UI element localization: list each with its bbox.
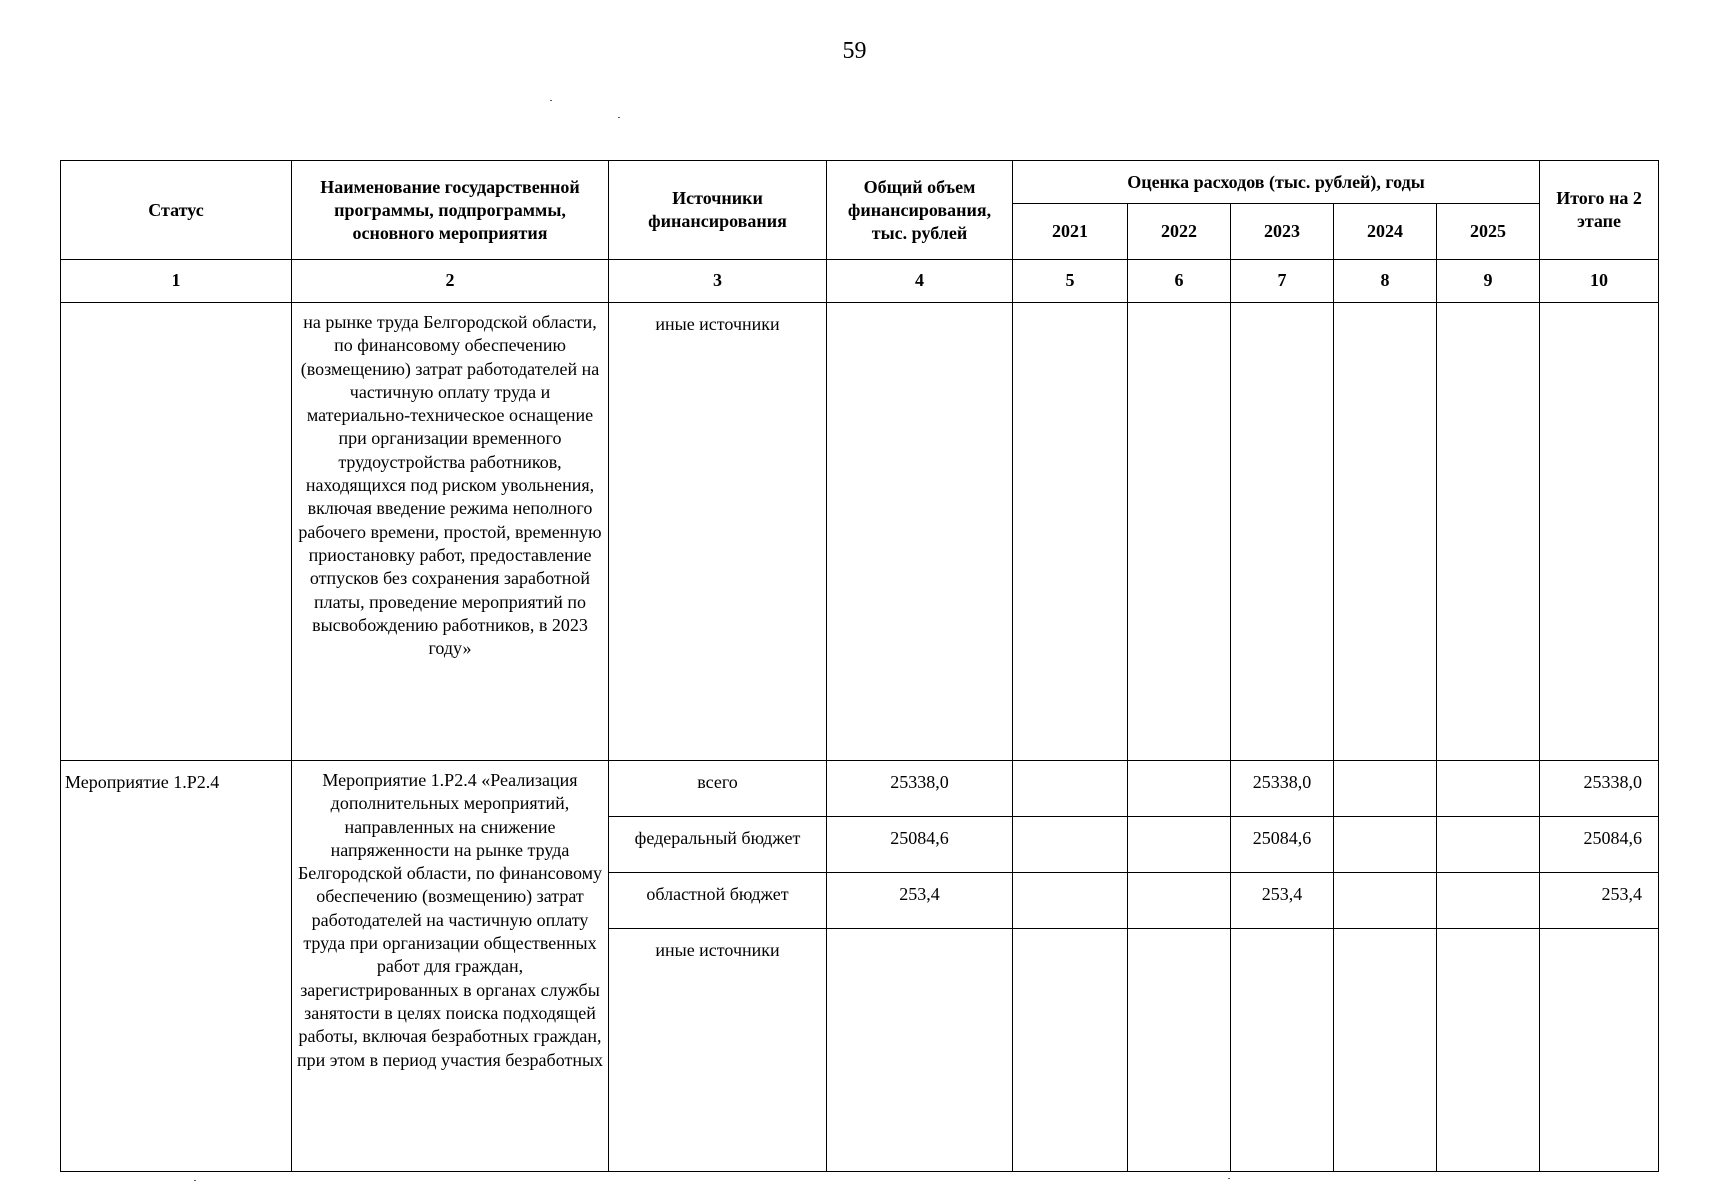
header-stage-total: Итого на 2 этапе bbox=[1540, 161, 1659, 260]
column-number: 1 bbox=[61, 260, 292, 303]
total-cell: 25338,0 bbox=[827, 761, 1013, 817]
header-sources: Источники финансирования bbox=[609, 161, 827, 260]
header-year: 2023 bbox=[1231, 204, 1334, 260]
value-cell: 25084,6 bbox=[1231, 817, 1334, 873]
total-cell: 25084,6 bbox=[827, 817, 1013, 873]
value-cell bbox=[1013, 761, 1128, 817]
value-cell bbox=[1128, 873, 1231, 929]
value-cell bbox=[1128, 817, 1231, 873]
value-cell: 25338,0 bbox=[1231, 761, 1334, 817]
scan-speck bbox=[194, 1180, 196, 1181]
column-number: 3 bbox=[609, 260, 827, 303]
source-cell: иные источники bbox=[609, 929, 827, 1172]
header-year: 2024 bbox=[1334, 204, 1437, 260]
total-cell bbox=[827, 929, 1013, 1172]
name-cell: на рынке труда Белгородской области, по финансовому обеспечению (возмещению) затрат работодателей на частичную оплату труда и материально-техническое оснащение при организации временного трудоустройства работников, находящихся под риском увольнения, включая введение режима неполного рабочего времени, простой, временную приостановку работ, предоставление отпусков без сохранения заработной платы, проведение мероприятий по высвобождению работников, в 2023 году» bbox=[292, 303, 609, 761]
column-number: 4 bbox=[827, 260, 1013, 303]
value-cell bbox=[1334, 817, 1437, 873]
value-cell bbox=[1437, 929, 1540, 1172]
value-cell bbox=[1334, 873, 1437, 929]
budget-table bbox=[60, 160, 1659, 1172]
value-cell bbox=[1231, 303, 1334, 761]
column-number-row bbox=[61, 260, 1659, 303]
value-cell bbox=[1334, 303, 1437, 761]
source-cell: областной бюджет bbox=[609, 873, 827, 929]
stage-total-cell: 25338,0 bbox=[1540, 761, 1659, 817]
scan-speck bbox=[1228, 1178, 1230, 1179]
name-cell: Мероприятие 1.Р2.4 «Реализация дополнительных мероприятий, направленных на снижение напряженности на рынке труда Белгородской области, по финансовому обеспечению (возмещению) затрат работодателей на частичную оплату труда при организации общественных работ для граждан, зарегистрированных в органах службы занятости в целях поиска подходящей работы, включая безработных граждан, при этом в период участия безработных bbox=[292, 761, 609, 1172]
scan-speck bbox=[618, 117, 620, 118]
column-number: 9 bbox=[1437, 260, 1540, 303]
header-estimate: Оценка расходов (тыс. рублей), годы bbox=[1013, 161, 1540, 204]
value-cell bbox=[1437, 873, 1540, 929]
value-cell bbox=[1334, 929, 1437, 1172]
column-number: 7 bbox=[1231, 260, 1334, 303]
value-cell bbox=[1437, 303, 1540, 761]
source-cell: иные источники bbox=[609, 303, 827, 761]
status-cell: Мероприятие 1.Р2.4 bbox=[61, 761, 292, 1172]
value-cell bbox=[1013, 873, 1128, 929]
stage-total-cell bbox=[1540, 929, 1659, 1172]
value-cell bbox=[1128, 303, 1231, 761]
value-cell bbox=[1013, 817, 1128, 873]
status-cell bbox=[61, 303, 292, 761]
source-cell: федеральный бюджет bbox=[609, 817, 827, 873]
header-name: Наименование государственной программы, подпрограммы, основного мероприятия bbox=[292, 161, 609, 260]
header-status: Статус bbox=[61, 161, 292, 260]
page-number: 59 bbox=[842, 38, 867, 64]
value-cell bbox=[1231, 929, 1334, 1172]
table-row bbox=[61, 761, 1659, 817]
value-cell bbox=[1013, 929, 1128, 1172]
header-year: 2021 bbox=[1013, 204, 1128, 260]
value-cell bbox=[1128, 929, 1231, 1172]
stage-total-cell: 253,4 bbox=[1540, 873, 1659, 929]
header-total-volume: Общий объем финансирования, тыс. рублей bbox=[827, 161, 1013, 260]
value-cell bbox=[1128, 761, 1231, 817]
column-number: 6 bbox=[1128, 260, 1231, 303]
value-cell bbox=[1013, 303, 1128, 761]
value-cell bbox=[1334, 761, 1437, 817]
value-cell: 253,4 bbox=[1231, 873, 1334, 929]
scan-speck bbox=[550, 100, 552, 101]
column-number: 10 bbox=[1540, 260, 1659, 303]
value-cell bbox=[1540, 303, 1659, 761]
header-year: 2025 bbox=[1437, 204, 1540, 260]
column-number: 2 bbox=[292, 260, 609, 303]
header-year: 2022 bbox=[1128, 204, 1231, 260]
total-cell: 253,4 bbox=[827, 873, 1013, 929]
stage-total-cell: 25084,6 bbox=[1540, 817, 1659, 873]
source-cell: всего bbox=[609, 761, 827, 817]
value-cell bbox=[827, 303, 1013, 761]
column-number: 8 bbox=[1334, 260, 1437, 303]
value-cell bbox=[1437, 817, 1540, 873]
column-number: 5 bbox=[1013, 260, 1128, 303]
table-row bbox=[61, 303, 1659, 761]
value-cell bbox=[1437, 761, 1540, 817]
